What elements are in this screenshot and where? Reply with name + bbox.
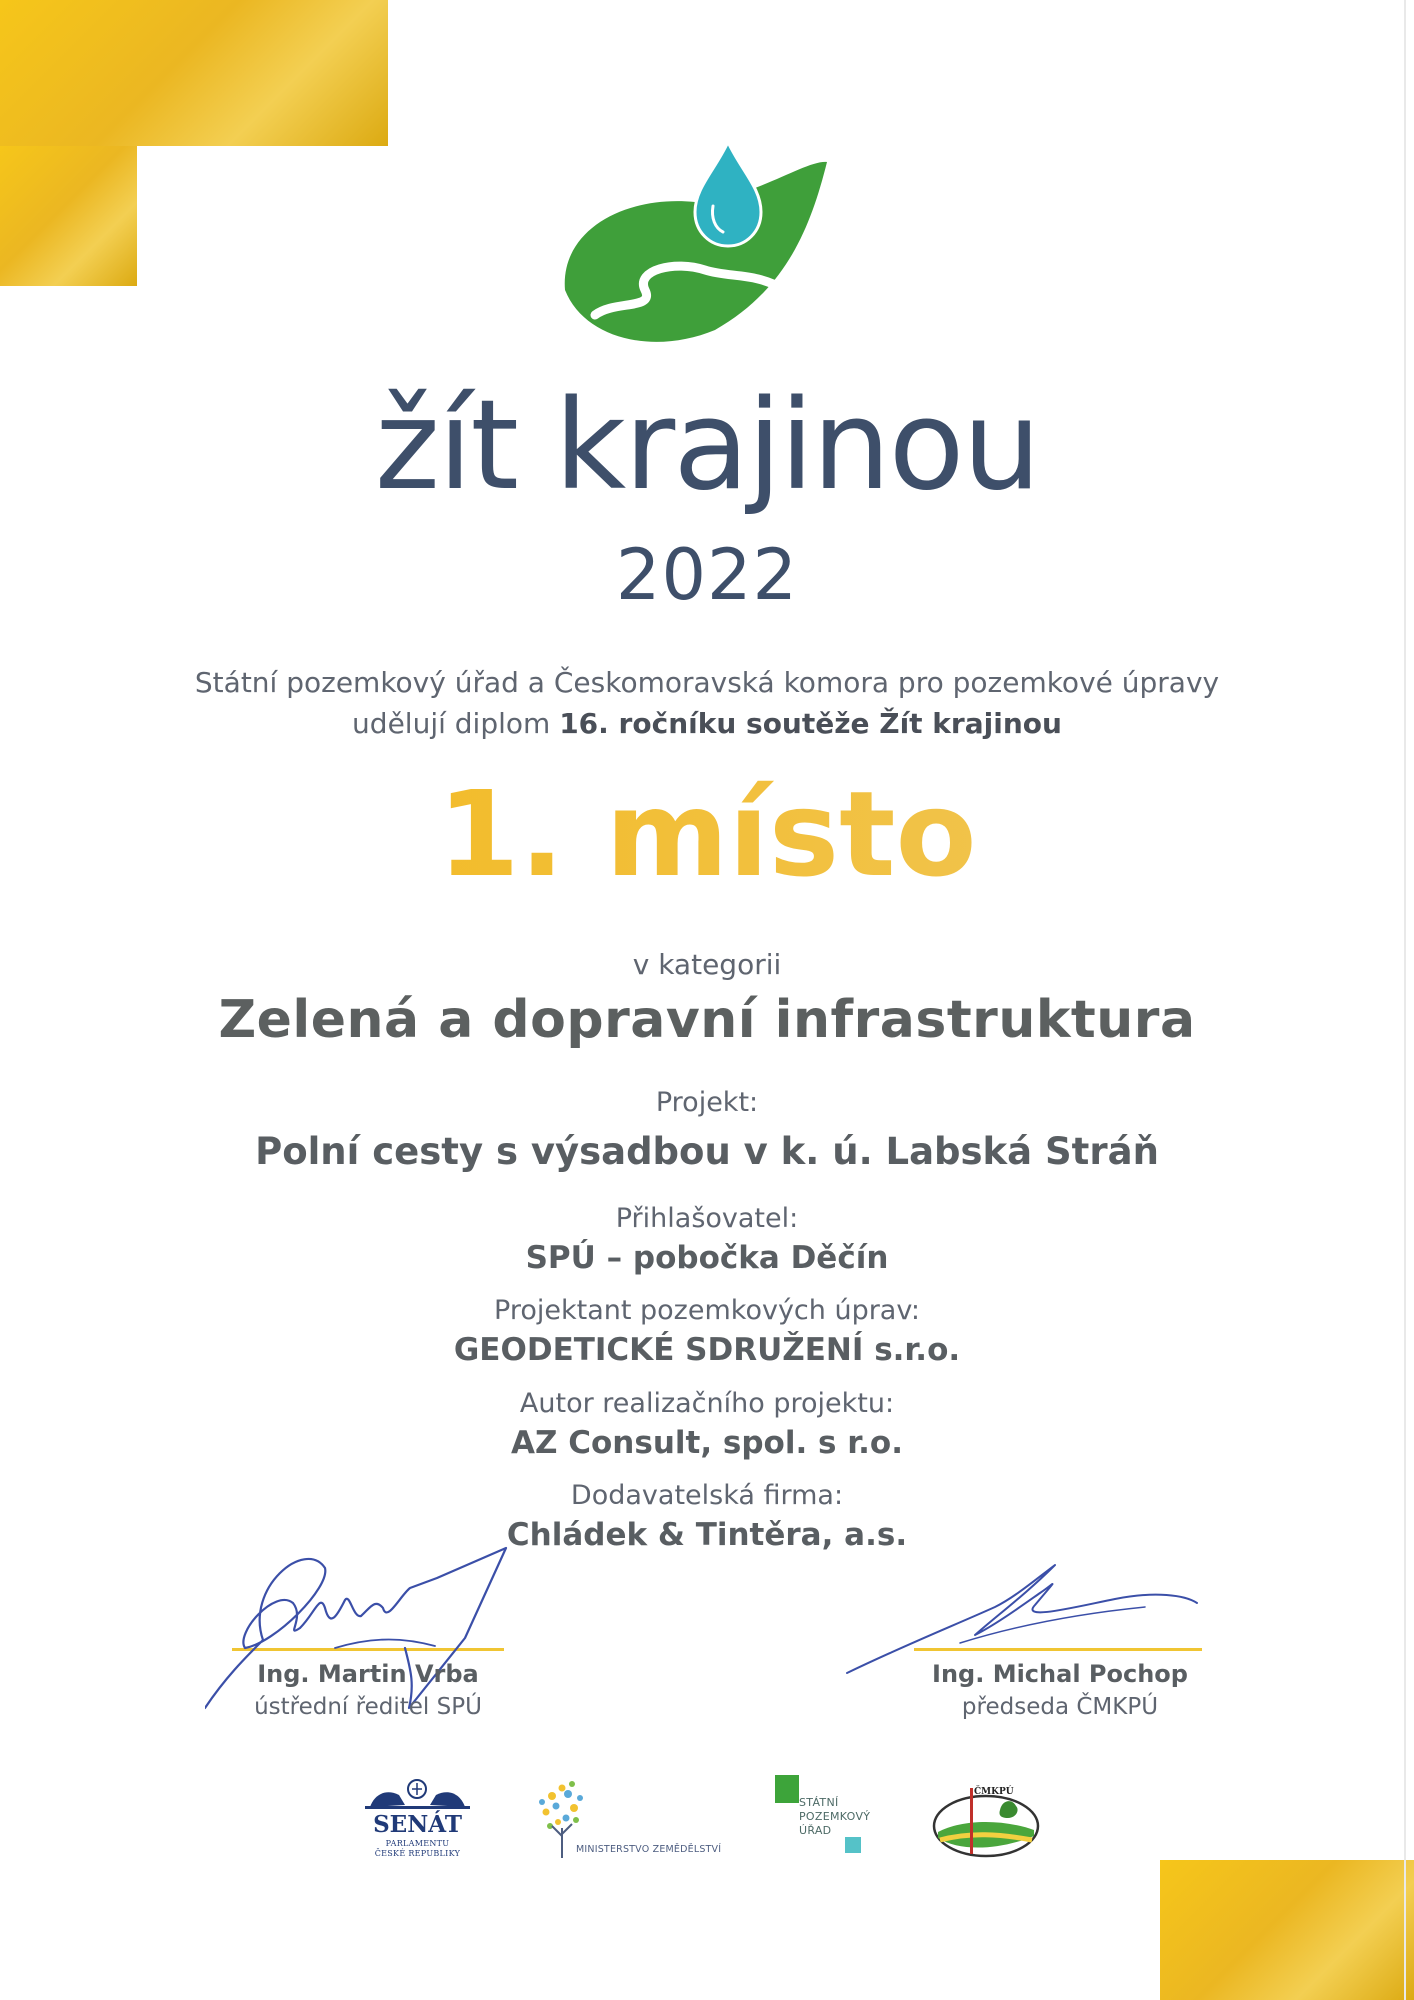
intro-line-1: Státní pozemkový úřad a Českomoravská komora pro pozemkové úpravy [194,666,1220,699]
signatory-left-name: Ing. Martin Vrba [257,1660,479,1688]
ministry-agriculture-logo [532,1778,732,1868]
author-label: Autor realizačního projektu: [519,1388,895,1419]
diploma-year: 2022 [615,534,799,616]
category-name: Zelená a dopravní infrastruktura [218,990,1196,1050]
senat-sub-1: PARLAMENTU [385,1839,450,1848]
place-award: 1. místo [0,770,1414,900]
leaf-drop-logo [555,140,835,350]
supplier-label: Dodavatelská firma: [570,1480,844,1511]
signatory-left-role: ústřední ředitel SPÚ [254,1694,482,1720]
gold-corner-bottom-right [1160,1860,1414,2000]
water-drop-icon [695,142,761,246]
intro-line-2-prefix: udělují diplom [352,707,551,740]
designer-value: GEODETICKÉ SDRUŽENÍ s.r.o. [453,1332,961,1368]
cmkpu-logo [930,1780,1042,1860]
signatory-right-name: Ing. Michal Pochop [932,1660,1188,1688]
senat-sub-2: ČESKÉ REPUBLIKY [374,1849,461,1858]
gold-corner-top-left [0,0,388,146]
senat-emblem-icon [355,1775,480,1811]
project-label: Projekt: [655,1087,759,1118]
diploma-title: žít krajinou [374,374,1040,518]
applicant-value: SPÚ – pobočka Děčín [525,1240,889,1276]
spu-line-1: STÁTNÍ [799,1796,839,1809]
ministry-name: MINISTERSTVO ZEMĚDĚLSTVÍ [576,1844,722,1855]
senat-logo [355,1775,480,1870]
spu-logo [775,1775,885,1865]
applicant-label: Přihlašovatel: [615,1203,799,1234]
intro-line-2-bold: 16. ročníku soutěže Žít krajinou [559,707,1062,740]
project-value: Polní cesty s výsadbou v k. ú. Labská Stráň [255,1130,1159,1173]
signature-right [845,1555,1205,1675]
category-label: v kategorii [632,948,782,981]
spu-line-2: POZEMKOVÝ [799,1810,871,1823]
supplier-value: Chládek & Tintěra, a.s. [506,1517,908,1553]
spu-line-3: ÚŘAD [799,1824,832,1837]
gold-corner-top-left-step [0,146,137,286]
signatory-right-role: předseda ČMKPÚ [961,1694,1159,1720]
author-value: AZ Consult, spol. s r.o. [510,1425,903,1461]
senat-name: SENÁT [373,1811,462,1838]
cmkpu-text: ČMKPÚ [974,1787,1014,1797]
designer-label: Projektant pozemkových úprav: [494,1295,920,1326]
intro-line-2 [0,707,1414,740]
